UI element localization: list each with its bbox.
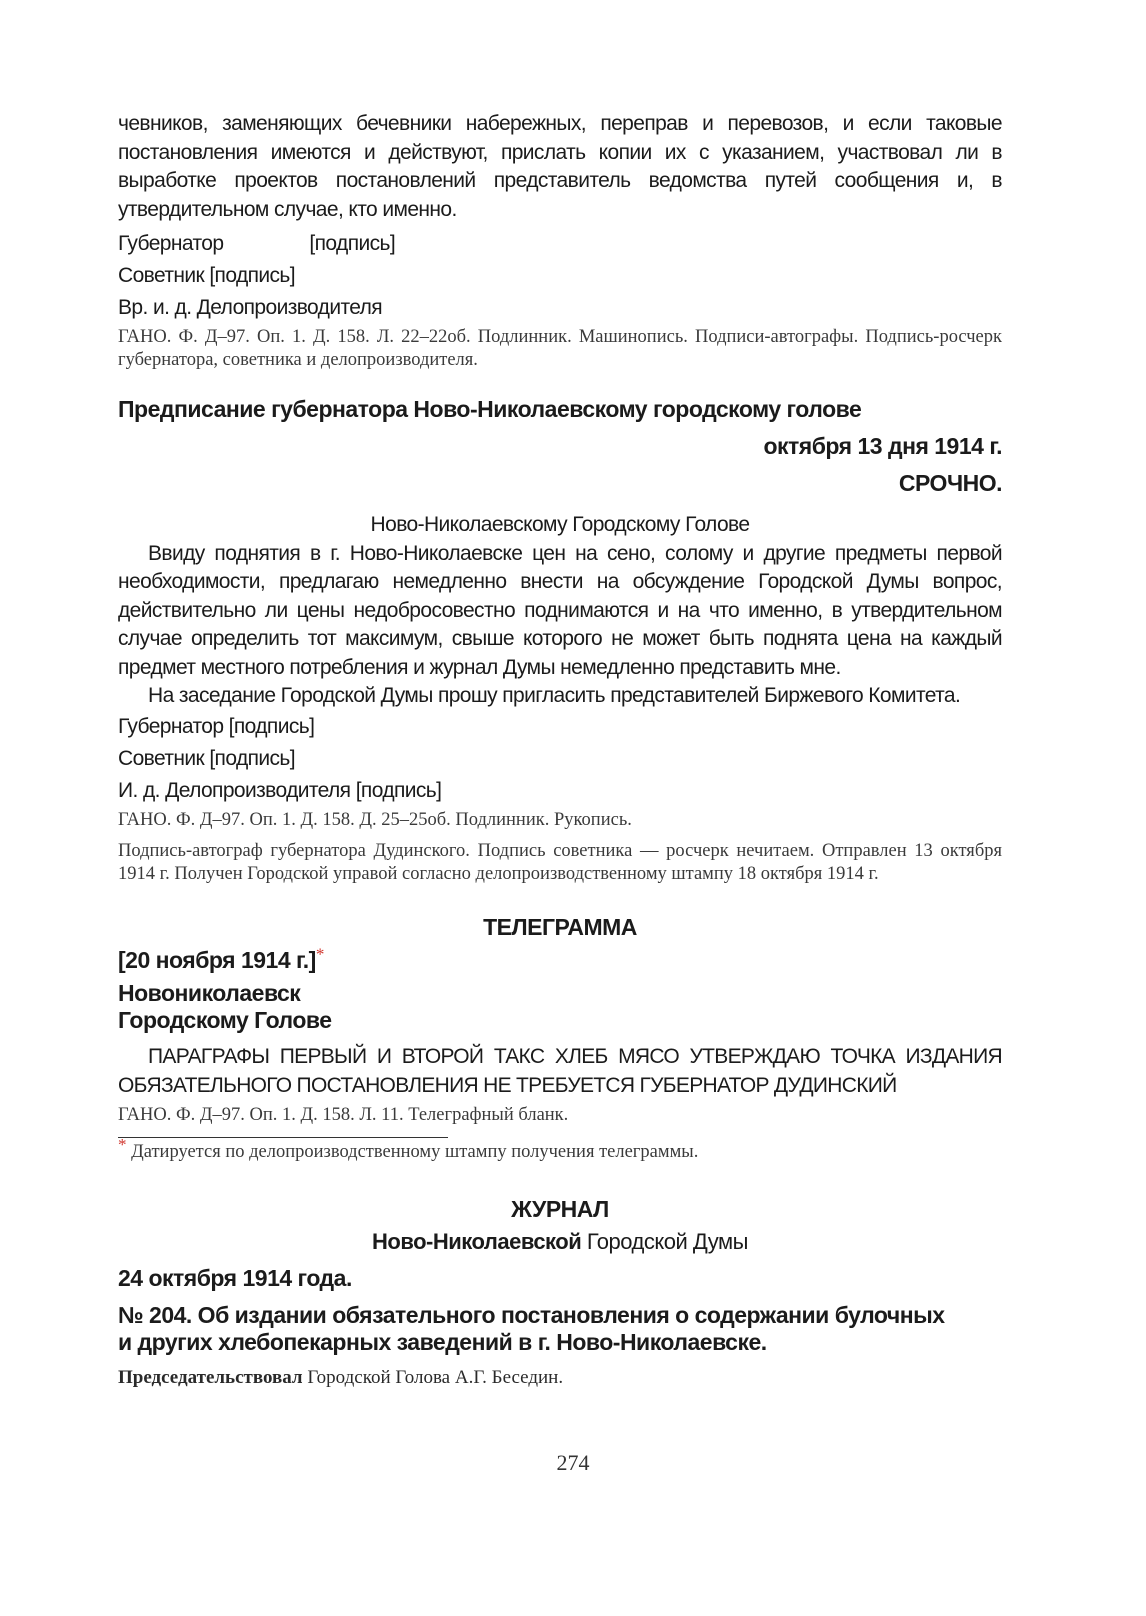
archive-note: Подпись-автограф губернатора Дудинского. Подпись советника — росчерк нечитаем. Отправлен 13 октября 1914 г. Получен Городской управой согласно делопроизводственному штампу 18 октября 1914 г. [118,840,1002,884]
agenda-item-line2: и других хлебопекарных заведений в г. Ново-Николаевске. [118,1328,767,1355]
journal-date: 24 октября 1914 года. [118,1264,352,1291]
signature-clerk: И. д. Делопроизводителя [подпись] [118,778,442,802]
telegram-address-line1: Новониколаевск [118,979,301,1006]
chair-label: Председательствовал [118,1366,303,1388]
addressee: Ново-Николаевскому Городскому Голове [370,513,750,536]
signature-advisor: Советник [подпись] [118,264,295,287]
telegram-date [118,945,1002,976]
urgency-label: СРОЧНО. [898,470,1002,496]
signature-clerk: Вр. и. д. Делопроизводителя [118,296,383,319]
footnote-text: Датируется по делопроизводственному штампу получения телеграммы. [131,1141,699,1162]
footnote-divider [118,1137,448,1138]
body-paragraph: Ввиду поднятия в г. Ново-Николаевске цен на сено, солому и другие предметы первой необходимости, предлагаю немедленно внести на обсуждение Городской Думы вопрос, действительно ли цены недобросовестно поднимаются и на что именно, в утвердительном случае определить тот максимум, свыше которого не может быть поднята цена на каждый предмет местного потребления и журнал Думы немедленно представить мне. [118,541,1002,679]
document-date: октября 13 дня 1914 г. [763,433,1002,459]
signature-advisor: Советник [подпись] [118,746,295,770]
telegram-title: ТЕЛЕГРАММА [483,913,637,940]
page-number: 274 [556,1450,590,1475]
chair-line [118,1366,1002,1390]
footnote [118,1134,1002,1164]
body-paragraph: На заседание Городской Думы прошу пригласить представителей Биржевого Комитета. [148,684,961,707]
document-title: Предписание губернатора Ново-Николаевскому городскому голове [118,396,862,422]
archive-source: ГАНО. Ф. Д–97. Оп. 1. Д. 158. Л. 11. Телеграфный бланк. [118,1104,569,1125]
journal-subtitle-bold: Ново-Николаевской [372,1228,582,1254]
telegram-body: ПАРАГРАФЫ ПЕРВЫЙ И ВТОРОЙ ТАКС ХЛЕБ МЯСО УТВЕРЖДАЮ ТОЧКА ИЗДАНИЯ ОБЯЗАТЕЛЬНОГО ПОСТАНОВЛЕНИЯ НЕ ТРЕБУЕТСЯ ГУБЕРНАТОР ДУДИНСКИЙ [118,1044,1002,1097]
archive-source: ГАНО. Ф. Д–97. Оп. 1. Д. 158. Д. 25–25об. Подлинник. Рукопись. [118,809,632,830]
signature-governor [118,230,1002,258]
document-page [118,110,1002,1390]
footnote-marker: * [118,1134,127,1154]
archive-source: ГАНО. Ф. Д–97. Оп. 1. Д. 158. Л. 22–22об. Подлинник. Машинопись. Подписи-автографы. Подпись-росчерк губернатора, советника и делопроизводителя. [118,327,1002,370]
signature-governor-mark: [подпись] [309,232,396,255]
telegram-date-text: [20 ноября 1914 г.] [118,946,316,973]
footnote-marker: * [315,943,324,963]
journal-subtitle [118,1227,1002,1257]
signature-governor-role: Губернатор [118,232,224,255]
continuation-paragraph: чевников, заменяющих бечевники набережных, переправ и перевозов, и если таковые постановления имеются и действуют, прислать копии их с указанием, участвовал ли в выработке проектов постановлений представитель ведомства путей сообщения и, в утвердительном случае, кто именно. [118,112,1002,221]
chair-name: Городской Голова А.Г. Беседин. [302,1366,564,1388]
telegram-address-line2: Городскому Голове [118,1006,332,1033]
signature-governor: Губернатор [подпись] [118,714,315,738]
journal-title: ЖУРНАЛ [511,1195,609,1222]
journal-subtitle-rest: Городской Думы [581,1228,748,1254]
agenda-item-line1: № 204. Об издании обязательного постановления о содержании булочных [118,1301,945,1328]
